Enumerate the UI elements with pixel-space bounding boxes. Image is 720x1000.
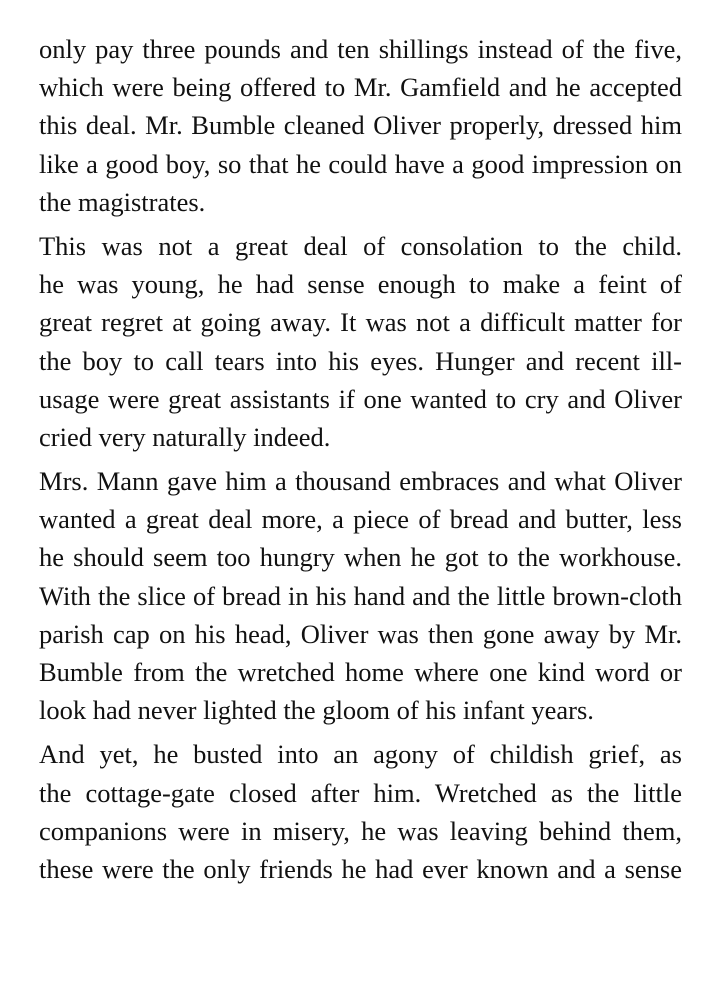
text-line: the boy to call tears into his eyes. Hunger and recent ill- [39, 345, 682, 376]
paragraph-2 [39, 227, 682, 456]
text-line: Bumble from the wretched home where one kind word or [39, 657, 682, 688]
text-line: only pay three pounds and ten shillings instead of the five, [39, 34, 682, 64]
text-line: the magistrates. [39, 186, 206, 217]
text-line: he should seem too hungry when he got to the workhouse. [39, 542, 682, 573]
text-line: he was young, he had sense enough to make a feint of [39, 269, 682, 300]
text-line: This was not a great deal of consolation to the child. [39, 230, 682, 261]
text-line: these were the only friends he had ever known and a sense [39, 853, 682, 884]
text-line: usage were great assistants if one wanted to cry and Oliver [39, 383, 682, 414]
paragraph-4 [39, 735, 682, 888]
text-line: wanted a great deal more, a piece of bread and butter, less [39, 504, 682, 535]
text-line: And yet, he busted into an agony of childish grief, as [39, 739, 682, 770]
paragraph-3 [39, 462, 682, 729]
body-text [39, 30, 682, 894]
text-line: like a good boy, so that he could have a good impression on [39, 148, 682, 179]
text-line: look had never lighted the gloom of his infant years. [39, 695, 594, 726]
paragraph-1 [39, 30, 682, 221]
text-line: cried very naturally indeed. [39, 421, 331, 452]
text-line: this deal. Mr. Bumble cleaned Oliver properly, dressed him [39, 110, 682, 141]
text-line: parish cap on his head, Oliver was then gone away by Mr. [39, 618, 682, 649]
text-line: Mrs. Mann gave him a thousand embraces and what Oliver [39, 466, 682, 497]
text-line: the cottage-gate closed after him. Wretched as the little [39, 777, 682, 808]
text-line: great regret at going away. It was not a difficult matter for [39, 307, 682, 338]
text-line: companions were in misery, he was leaving behind them, [39, 815, 682, 846]
text-line: With the slice of bread in his hand and the little brown-cloth [39, 580, 682, 611]
text-line: which were being offered to Mr. Gamfield and he accepted [39, 72, 682, 103]
